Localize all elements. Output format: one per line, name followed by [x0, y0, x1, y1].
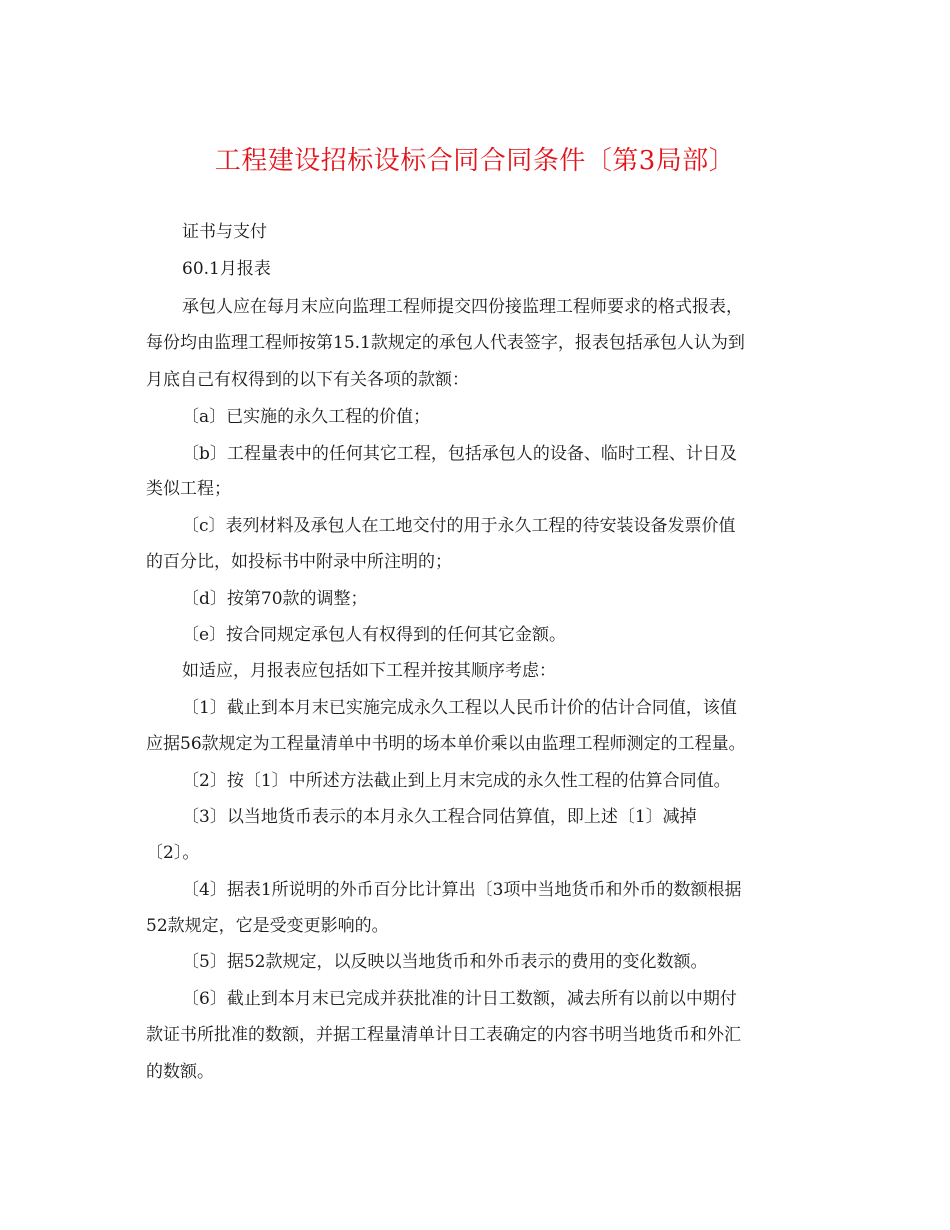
list-item: 〔e〕按合同规定承包人有权得到的任何其它金额。	[182, 625, 567, 645]
list-item: 〔5〕据52款规定，以反映以当地货币和外币表示的费用的变化数额。	[182, 952, 708, 972]
list-item: 〔b〕工程量表中的任何其它工程，包括承包人的设备、临时工程、计日及	[182, 444, 737, 464]
list-item-continuation: 52款规定，它是受变更影响的。	[146, 916, 389, 936]
list-item-continuation: 应据56款规定为工程量清单中书明的场本单价乘以由监理工程师测定的工程量。	[146, 734, 746, 754]
section-heading: 证书与支付	[182, 222, 267, 242]
list-item: 〔4〕据表1所说明的外币百分比计算出〔3项中当地货币和外币的数额根据	[182, 880, 742, 900]
list-item: 〔d〕按第70款的调整；	[182, 589, 368, 609]
list-item-continuation: 类似工程；	[146, 479, 231, 499]
list-item: 〔2〕按〔1〕中所述方法截止到上月末完成的永久性工程的估算合同值。	[182, 771, 731, 791]
list-item: 〔3〕以当地货币表示的本月永久工程合同估算值，即上述〔1〕减掉	[182, 807, 697, 827]
list-item: 〔a〕已实施的永久工程的价值；	[182, 407, 431, 427]
paragraph-line: 如适应，月报表应包括如下工程并按其顺序考虑：	[182, 661, 556, 681]
list-item: 〔1〕截止到本月末已实施完成永久工程以人民币计价的估计合同值，该值	[182, 698, 737, 718]
paragraph-line: 承包人应在每月末应向监理工程师提交四份接监理工程师要求的格式报表，	[182, 297, 743, 317]
list-item: 〔c〕表列材料及承包人在工地交付的用于永久工程的待安装设备发票价值	[182, 516, 736, 536]
document-title: 工程建设招标设标合同合同条件〔第3局部〕	[214, 146, 736, 176]
paragraph-line: 月底自己有权得到的以下有关各项的款额：	[146, 370, 469, 390]
paragraph-line: 每份均由监理工程师按第15.1款规定的承包人代表签字，报表包括承包人认为到	[146, 333, 745, 353]
list-item-continuation: 的数额。	[146, 1062, 214, 1082]
clause-heading: 60.1月报表	[182, 259, 271, 279]
list-item-continuation: 〔2〕。	[146, 843, 200, 863]
list-item: 〔6〕截止到本月末已完成并获批准的计日工数额，减去所有以前以中期付	[182, 989, 737, 1009]
list-item-continuation: 的百分比，如投标书中附录中所注明的；	[146, 552, 452, 572]
list-item-continuation: 款证书所批准的数额，并据工程量清单计日工表确定的内容书明当地货币和外汇	[146, 1025, 741, 1045]
